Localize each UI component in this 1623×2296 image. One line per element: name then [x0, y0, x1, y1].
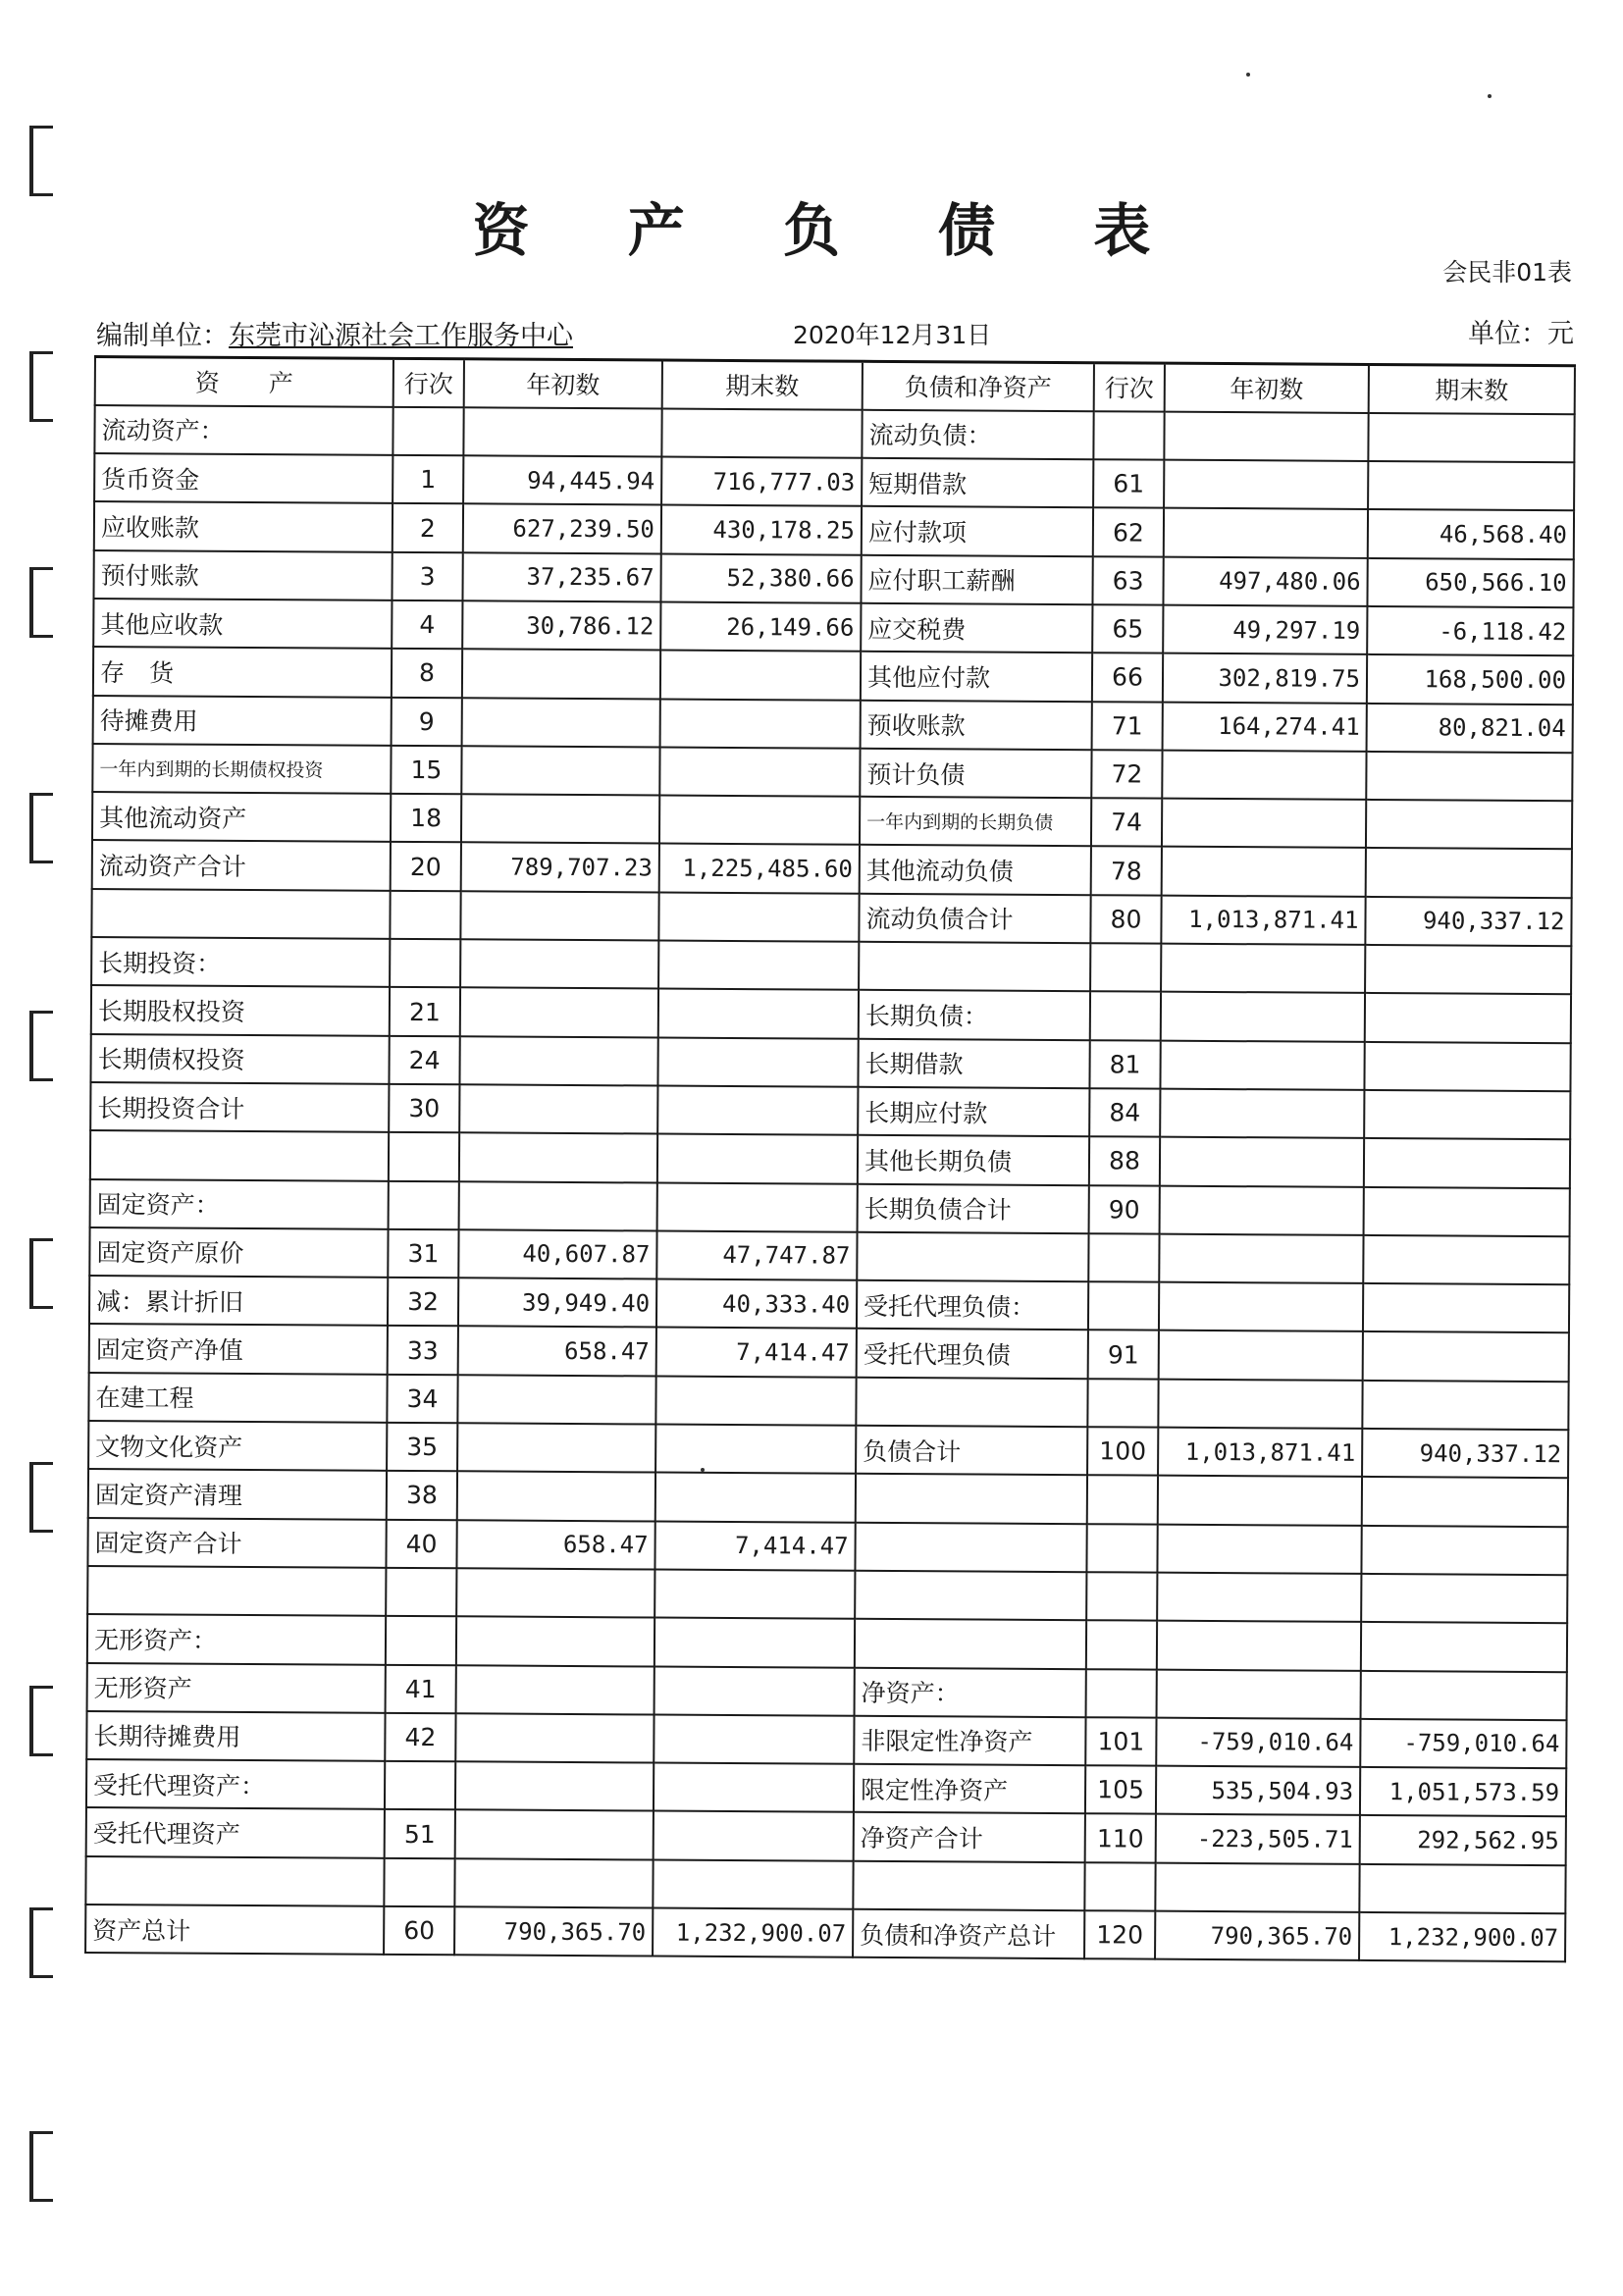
liability-line-no-cell	[1090, 992, 1161, 1041]
liability-closing-cell	[1363, 1331, 1569, 1382]
asset-line-no-cell: 35	[387, 1423, 457, 1472]
liability-closing-cell	[1363, 1235, 1569, 1285]
reporting-unit-name: 东莞市沁源社会工作服务中心	[229, 321, 573, 351]
liability-line-no-cell: 74	[1091, 798, 1162, 847]
asset-line-no-cell: 8	[392, 649, 462, 698]
asset-name-cell: 应收账款	[94, 501, 393, 551]
liability-name-cell: 其他流动负债	[860, 845, 1091, 895]
asset-name-cell: 流动资产：	[94, 405, 393, 455]
liability-line-no-cell: 61	[1093, 459, 1164, 508]
asset-name-cell: 其他应收款	[93, 599, 392, 649]
asset-name-cell: 固定资产清理	[88, 1469, 387, 1519]
asset-line-no-cell: 21	[390, 987, 460, 1036]
asset-closing-cell	[661, 408, 862, 458]
asset-closing-cell	[654, 1763, 854, 1813]
liability-opening-cell	[1164, 411, 1368, 461]
liability-opening-cell	[1157, 1621, 1361, 1671]
asset-closing-cell: 26,149.66	[660, 602, 861, 652]
liability-name-cell: 负债和净资产总计	[853, 1909, 1084, 1959]
liability-opening-cell	[1158, 1379, 1362, 1429]
asset-line-no-cell: 31	[388, 1229, 458, 1278]
asset-closing-cell: 47,747.87	[656, 1230, 857, 1280]
liability-line-no-cell	[1086, 1669, 1157, 1718]
liability-name-cell	[859, 942, 1090, 992]
asset-closing-cell: 40,333.40	[656, 1279, 857, 1330]
asset-closing-cell	[657, 1134, 858, 1184]
asset-name-cell: 减：累计折旧	[89, 1276, 388, 1326]
liability-closing-cell	[1365, 945, 1571, 995]
binding-bracket	[29, 1011, 53, 1081]
asset-closing-cell: 430,178.25	[661, 505, 862, 555]
liability-name-cell: 受托代理负债	[857, 1329, 1088, 1379]
liability-line-no-cell	[1088, 1233, 1159, 1282]
asset-opening-cell: 94,445.94	[463, 455, 661, 505]
liability-name-cell: 应付职工薪酬	[861, 554, 1092, 604]
asset-line-no-cell: 18	[391, 794, 461, 843]
liability-opening-cell	[1160, 1040, 1364, 1090]
liability-name-cell	[855, 1619, 1086, 1669]
asset-opening-cell	[456, 1616, 654, 1666]
liability-opening-cell	[1164, 460, 1368, 510]
asset-name-cell: 预付账款	[93, 550, 392, 600]
liability-opening-cell	[1160, 1185, 1364, 1235]
asset-line-no-cell: 24	[389, 1036, 459, 1085]
column-header: 期末数	[1369, 364, 1575, 414]
liability-name-cell: 限定性净资产	[854, 1764, 1085, 1814]
page-title: 资 产 负 债 表	[472, 197, 1190, 264]
liability-opening-cell: 302,819.75	[1163, 653, 1367, 704]
liability-name-cell: 一年内到期的长期负债	[860, 797, 1091, 847]
binding-bracket	[29, 793, 53, 863]
asset-name-cell: 货币资金	[94, 453, 393, 503]
asset-name-cell: 长期投资合计	[90, 1082, 389, 1132]
liability-line-no-cell: 90	[1089, 1185, 1160, 1234]
liability-closing-cell	[1361, 1574, 1567, 1624]
asset-line-no-cell: 32	[388, 1278, 458, 1327]
liability-opening-cell	[1161, 944, 1365, 994]
asset-line-no-cell	[384, 1858, 454, 1907]
asset-name-cell	[90, 1130, 389, 1180]
asset-name-cell: 受托代理资产	[86, 1807, 385, 1857]
asset-line-no-cell	[386, 1568, 456, 1617]
asset-closing-cell: 716,777.03	[661, 457, 862, 507]
asset-closing-cell	[653, 1859, 853, 1909]
liability-opening-cell	[1161, 992, 1365, 1042]
asset-opening-cell	[457, 1375, 655, 1425]
liability-closing-cell: -759,010.64	[1360, 1719, 1566, 1769]
asset-line-no-cell: 42	[385, 1713, 455, 1762]
binding-bracket	[29, 1238, 53, 1309]
liability-closing-cell: 650,566.10	[1367, 558, 1573, 608]
asset-opening-cell: 39,949.40	[458, 1278, 656, 1328]
liability-closing-cell	[1368, 413, 1574, 463]
liability-line-no-cell: 65	[1092, 604, 1163, 653]
liability-line-no-cell: 63	[1092, 556, 1163, 605]
liability-name-cell: 长期借款	[858, 1038, 1089, 1088]
liability-name-cell	[857, 1232, 1088, 1282]
asset-opening-cell	[457, 1423, 655, 1473]
asset-opening-cell: 37,235.67	[462, 552, 660, 602]
liability-closing-cell	[1362, 1381, 1568, 1431]
table-body	[85, 405, 1575, 1962]
liability-opening-cell	[1159, 1282, 1363, 1332]
asset-closing-cell	[660, 651, 861, 701]
liability-closing-cell	[1361, 1526, 1567, 1576]
liability-name-cell: 负债合计	[856, 1426, 1087, 1476]
liability-line-no-cell: 62	[1093, 508, 1164, 557]
asset-closing-cell	[660, 699, 861, 749]
asset-opening-cell	[455, 1810, 654, 1860]
asset-line-no-cell: 33	[388, 1326, 458, 1375]
asset-line-no-cell	[390, 891, 460, 940]
column-header: 年初数	[464, 359, 662, 409]
asset-line-no-cell	[389, 1180, 459, 1229]
asset-name-cell: 无形资产	[87, 1662, 386, 1712]
asset-name-cell: 固定资产合计	[87, 1518, 386, 1568]
liability-opening-cell	[1155, 1862, 1359, 1912]
asset-name-cell: 在建工程	[88, 1373, 387, 1423]
asset-name-cell: 资产总计	[85, 1905, 384, 1955]
asset-opening-cell	[459, 1181, 657, 1231]
liability-line-no-cell	[1084, 1862, 1155, 1911]
liability-name-cell: 长期负债：	[859, 990, 1090, 1040]
liability-closing-cell: 292,562.95	[1360, 1815, 1566, 1865]
asset-opening-cell: 30,786.12	[462, 600, 660, 651]
liability-closing-cell	[1364, 1138, 1570, 1188]
asset-opening-cell	[456, 1665, 654, 1715]
asset-line-no-cell: 1	[393, 455, 463, 504]
liability-name-cell: 应交税费	[861, 603, 1092, 653]
liability-closing-cell	[1366, 752, 1572, 802]
report-date: 2020年12月31日	[793, 321, 992, 349]
liability-opening-cell: 535,504.93	[1156, 1766, 1360, 1816]
asset-closing-cell: 52,380.66	[660, 553, 861, 603]
asset-opening-cell: 40,607.87	[458, 1229, 656, 1279]
scan-speck	[1246, 73, 1250, 77]
binding-bracket	[29, 2131, 53, 2202]
liability-closing-cell	[1365, 993, 1571, 1043]
asset-opening-cell	[459, 1084, 657, 1134]
asset-name-cell: 流动资产合计	[92, 840, 391, 890]
asset-closing-cell	[658, 989, 859, 1039]
liability-opening-cell	[1157, 1524, 1361, 1574]
liability-name-cell: 流动负债合计	[859, 894, 1090, 944]
liability-opening-cell	[1164, 508, 1368, 558]
liability-name-cell	[855, 1522, 1086, 1572]
liability-closing-cell	[1364, 1090, 1570, 1140]
binding-bracket	[29, 1462, 53, 1533]
asset-closing-cell: 7,414.47	[654, 1521, 855, 1571]
liability-line-no-cell: 81	[1089, 1040, 1160, 1089]
liability-opening-cell	[1158, 1476, 1362, 1526]
asset-opening-cell: 658.47	[456, 1520, 654, 1570]
binding-bracket	[29, 1907, 53, 1978]
liability-line-no-cell: 120	[1084, 1910, 1155, 1959]
asset-closing-cell	[658, 892, 859, 942]
asset-line-no-cell: 41	[386, 1664, 456, 1713]
liability-name-cell: 短期借款	[862, 458, 1093, 508]
liability-line-no-cell: 91	[1088, 1331, 1159, 1380]
asset-closing-cell	[658, 941, 859, 991]
asset-name-cell	[91, 889, 390, 939]
liability-closing-cell: 80,821.04	[1367, 704, 1573, 754]
liability-closing-cell: 940,337.12	[1362, 1429, 1568, 1479]
asset-name-cell: 长期债权投资	[90, 1034, 389, 1084]
liability-closing-cell	[1362, 1477, 1568, 1527]
reporting-unit-label: 编制单位：	[96, 321, 229, 351]
asset-opening-cell	[460, 891, 658, 941]
liability-opening-cell: -759,010.64	[1156, 1717, 1360, 1767]
liability-line-no-cell	[1086, 1524, 1157, 1573]
asset-name-cell: 存 货	[93, 647, 392, 697]
asset-closing-cell: 1,225,485.60	[659, 844, 860, 894]
liability-closing-cell	[1364, 1186, 1570, 1236]
liability-line-no-cell	[1093, 411, 1164, 460]
liability-opening-cell	[1162, 751, 1366, 801]
asset-opening-cell	[459, 1133, 657, 1183]
liability-opening-cell: 164,274.41	[1163, 702, 1367, 752]
asset-closing-cell	[654, 1618, 855, 1668]
asset-opening-cell	[455, 1761, 654, 1811]
liability-line-no-cell: 101	[1085, 1717, 1156, 1766]
liability-closing-cell	[1361, 1670, 1567, 1720]
asset-name-cell: 长期待摊费用	[86, 1711, 385, 1761]
liability-line-no-cell	[1087, 1476, 1158, 1525]
asset-name-cell	[85, 1856, 384, 1906]
asset-opening-cell	[463, 407, 661, 457]
asset-name-cell: 无形资产：	[87, 1614, 386, 1664]
asset-name-cell: 长期投资：	[91, 937, 390, 987]
liability-opening-cell	[1157, 1669, 1361, 1719]
liability-opening-cell	[1159, 1331, 1363, 1381]
liability-opening-cell: 790,365.70	[1155, 1911, 1359, 1961]
asset-closing-cell: 7,414.47	[656, 1328, 857, 1378]
liability-closing-cell	[1363, 1283, 1569, 1333]
asset-opening-cell	[461, 746, 659, 796]
asset-line-no-cell: 4	[392, 600, 462, 650]
asset-name-cell: 固定资产原价	[89, 1227, 388, 1278]
liability-line-no-cell: 71	[1092, 702, 1163, 751]
liability-name-cell	[856, 1377, 1087, 1427]
liability-closing-cell: -6,118.42	[1367, 606, 1573, 656]
asset-line-no-cell: 40	[386, 1519, 456, 1568]
liability-line-no-cell: 88	[1089, 1136, 1160, 1185]
asset-closing-cell	[655, 1473, 856, 1523]
asset-name-cell: 固定资产净值	[89, 1324, 388, 1374]
asset-closing-cell	[657, 1182, 858, 1232]
liability-opening-cell	[1160, 1137, 1364, 1187]
liability-closing-cell: 46,568.40	[1368, 509, 1574, 559]
binding-bracket	[29, 1686, 53, 1756]
asset-opening-cell: 627,239.50	[463, 504, 661, 554]
liability-line-no-cell: 80	[1090, 895, 1161, 944]
liability-closing-cell	[1364, 1042, 1570, 1092]
liability-line-no-cell	[1086, 1572, 1157, 1621]
asset-closing-cell	[654, 1811, 854, 1861]
asset-name-cell: 其他流动资产	[92, 792, 391, 842]
liability-name-cell: 净资产：	[855, 1667, 1086, 1717]
liability-closing-cell	[1366, 800, 1572, 850]
liability-closing-cell: 940,337.12	[1365, 897, 1571, 947]
liability-line-no-cell: 84	[1089, 1088, 1160, 1137]
liability-name-cell: 应付款项	[862, 506, 1093, 556]
asset-name-cell: 待摊费用	[93, 696, 392, 746]
column-header: 期末数	[662, 360, 863, 410]
liability-name-cell: 其他应付款	[861, 652, 1092, 702]
asset-opening-cell	[461, 794, 659, 844]
liability-opening-cell: 1,013,871.41	[1158, 1428, 1362, 1478]
asset-opening-cell	[462, 698, 660, 748]
liability-opening-cell: -223,505.71	[1156, 1814, 1360, 1864]
liability-name-cell: 受托代理负债：	[857, 1280, 1088, 1331]
asset-line-no-cell	[386, 1616, 456, 1665]
currency-unit: 单位：元	[1468, 319, 1574, 349]
asset-line-no-cell: 15	[391, 746, 461, 795]
binding-bracket	[29, 351, 53, 422]
asset-opening-cell	[459, 1036, 657, 1086]
asset-line-no-cell: 60	[384, 1906, 454, 1956]
asset-closing-cell	[654, 1569, 855, 1619]
liability-opening-cell	[1157, 1573, 1361, 1623]
form-code: 会民非01表	[1442, 258, 1572, 287]
liability-line-no-cell	[1086, 1620, 1157, 1669]
liability-line-no-cell: 100	[1087, 1427, 1158, 1476]
asset-closing-cell	[657, 1037, 858, 1087]
asset-line-no-cell: 34	[387, 1375, 457, 1424]
asset-name-cell: 固定资产：	[90, 1179, 389, 1229]
asset-opening-cell	[456, 1568, 654, 1618]
liability-closing-cell	[1366, 848, 1572, 898]
liability-opening-cell	[1162, 847, 1366, 897]
liability-line-no-cell: 105	[1085, 1765, 1156, 1814]
asset-line-no-cell: 3	[392, 552, 462, 601]
asset-line-no-cell: 2	[393, 503, 463, 552]
liability-opening-cell: 497,480.06	[1163, 556, 1367, 606]
liability-line-no-cell: 66	[1092, 653, 1163, 703]
asset-closing-cell	[659, 747, 860, 797]
liability-name-cell: 长期负债合计	[858, 1183, 1089, 1233]
liability-name-cell: 预收账款	[861, 700, 1092, 750]
asset-closing-cell	[654, 1666, 855, 1716]
asset-line-no-cell	[385, 1761, 455, 1810]
liability-line-no-cell: 72	[1091, 750, 1162, 799]
asset-name-cell: 文物文化资产	[88, 1421, 387, 1471]
asset-closing-cell: 1,232,900.07	[653, 1908, 853, 1958]
liability-name-cell: 预计负债	[860, 749, 1091, 799]
column-header: 负债和净资产	[863, 361, 1094, 411]
liability-line-no-cell: 110	[1085, 1814, 1156, 1863]
asset-closing-cell	[657, 1085, 858, 1135]
liability-line-no-cell: 78	[1091, 847, 1162, 896]
asset-opening-cell	[460, 988, 658, 1038]
liability-name-cell: 非限定性净资产	[854, 1716, 1085, 1766]
scan-speck	[1488, 94, 1492, 98]
liability-line-no-cell	[1090, 943, 1161, 992]
balance-sheet-table	[84, 355, 1576, 1962]
asset-line-no-cell: 51	[385, 1809, 455, 1858]
liability-closing-cell: 1,232,900.07	[1359, 1912, 1565, 1962]
liability-closing-cell: 1,051,573.59	[1360, 1767, 1566, 1817]
asset-closing-cell	[655, 1425, 856, 1475]
liability-opening-cell	[1162, 799, 1366, 849]
asset-closing-cell	[659, 796, 860, 846]
liability-name-cell: 长期应付款	[858, 1087, 1089, 1137]
asset-line-no-cell	[393, 407, 463, 456]
liability-opening-cell: 49,297.19	[1163, 605, 1367, 655]
column-header: 行次	[393, 358, 464, 407]
asset-opening-cell: 658.47	[458, 1327, 656, 1377]
asset-line-no-cell: 9	[392, 697, 462, 746]
asset-line-no-cell: 38	[387, 1471, 457, 1520]
asset-opening-cell	[457, 1472, 655, 1522]
liability-closing-cell	[1359, 1864, 1565, 1914]
asset-line-no-cell: 20	[391, 842, 461, 891]
reporting-unit	[96, 314, 573, 352]
liability-name-cell: 其他长期负债	[858, 1135, 1089, 1185]
asset-line-no-cell	[389, 1132, 459, 1181]
binding-bracket	[29, 567, 53, 638]
liability-closing-cell: 168,500.00	[1367, 654, 1573, 704]
asset-opening-cell: 789,707.23	[461, 843, 659, 893]
column-header: 年初数	[1165, 363, 1369, 413]
asset-opening-cell	[455, 1713, 654, 1763]
asset-opening-cell: 790,365.70	[454, 1906, 653, 1957]
asset-name-cell	[87, 1566, 386, 1616]
asset-closing-cell	[655, 1376, 856, 1426]
liability-closing-cell	[1361, 1622, 1567, 1672]
asset-line-no-cell	[390, 939, 460, 988]
asset-closing-cell	[654, 1714, 854, 1764]
liability-name-cell	[856, 1474, 1087, 1524]
liability-name-cell	[853, 1860, 1084, 1910]
liability-line-no-cell	[1087, 1379, 1158, 1428]
asset-opening-cell	[454, 1858, 653, 1908]
table-row	[85, 1905, 1565, 1962]
liability-name-cell: 净资产合计	[854, 1812, 1085, 1862]
asset-name-cell: 一年内到期的长期债权投资	[92, 744, 391, 794]
liability-name-cell	[855, 1571, 1086, 1621]
liability-name-cell: 流动负债：	[862, 410, 1093, 460]
liability-opening-cell	[1159, 1233, 1363, 1283]
liability-line-no-cell	[1088, 1281, 1159, 1331]
column-header: 资 产	[95, 357, 393, 407]
liability-opening-cell: 1,013,871.41	[1161, 895, 1365, 945]
asset-line-no-cell: 30	[389, 1084, 459, 1133]
asset-opening-cell	[462, 650, 660, 700]
column-header: 行次	[1094, 363, 1165, 412]
asset-name-cell: 长期股权投资	[91, 985, 390, 1035]
asset-name-cell: 受托代理资产：	[86, 1759, 385, 1809]
liability-opening-cell	[1160, 1089, 1364, 1139]
asset-opening-cell	[460, 939, 658, 989]
liability-closing-cell	[1368, 461, 1574, 511]
